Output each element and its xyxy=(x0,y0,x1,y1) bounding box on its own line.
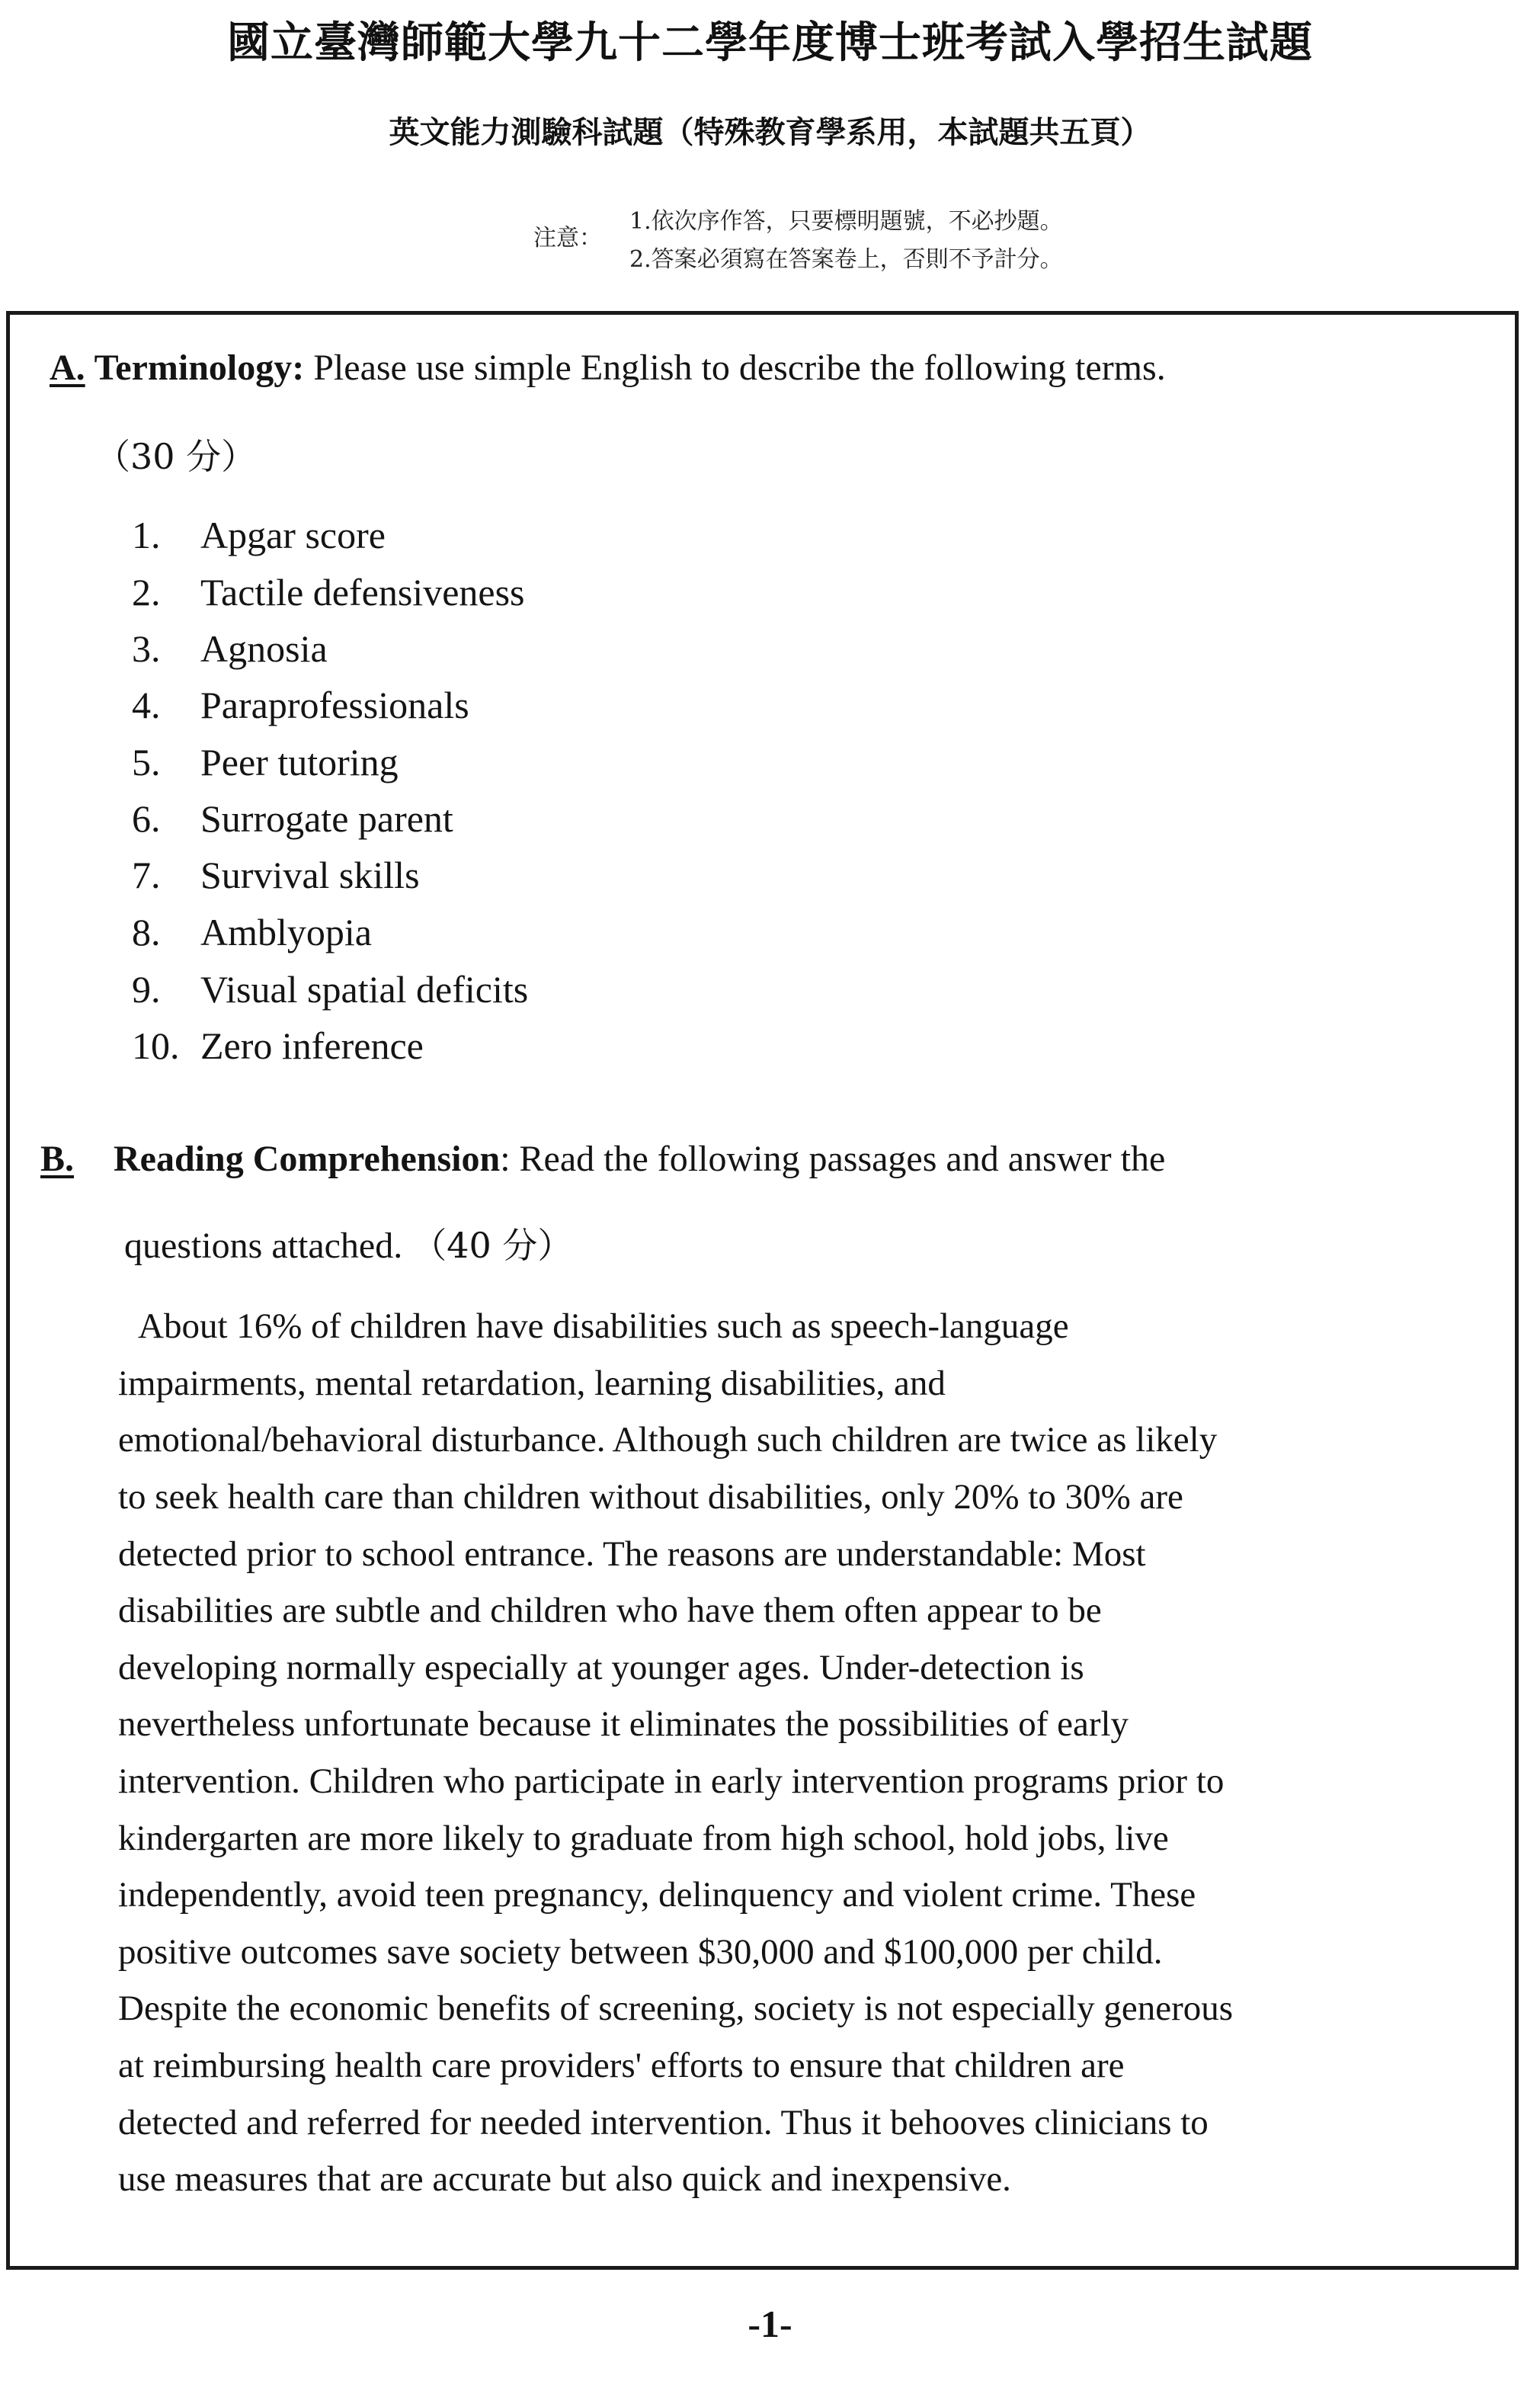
passage-line: About 16% of children have disabilities such as speech-language xyxy=(138,1306,1069,1346)
exam-title: 國立臺灣師範大學九十二學年度博士班考試入學招生試題 xyxy=(227,18,1313,68)
passage-line: intervention. Children who participate in early intervention programs prior to xyxy=(118,1761,1225,1801)
section-b-heading-line xyxy=(40,1138,1165,1180)
section-b-instruction-line-2: questions attached. xyxy=(124,1226,403,1266)
passage-line: Despite the economic benefits of screening, society is not especially generous xyxy=(118,1989,1234,2028)
term-item xyxy=(132,513,386,557)
term-item xyxy=(132,627,328,671)
term-text: Visual spatial deficits xyxy=(200,968,529,1011)
passage-line: kindergarten are more likely to graduate from high school, hold jobs, live xyxy=(118,1819,1169,1858)
term-text: Agnosia xyxy=(200,627,328,670)
section-b-heading: Reading Comprehension xyxy=(114,1139,501,1179)
passage-line: developing normally especially at younger ages. Under-detection is xyxy=(118,1648,1084,1687)
passage-line: independently, avoid teen pregnancy, delinquency and violent crime. These xyxy=(118,1875,1196,1915)
term-item xyxy=(132,683,469,727)
term-text: Apgar score xyxy=(200,514,386,556)
term-text: Paraprofessionals xyxy=(200,684,469,726)
exam-subtitle: 英文能力測驗科試題（特殊教育學系用，本試題共五頁） xyxy=(389,114,1151,150)
term-number: 3. xyxy=(132,627,161,670)
term-number: 7. xyxy=(132,854,161,896)
passage-line: nevertheless unfortunate because it eliminates the possibilities of early xyxy=(118,1704,1129,1744)
term-text: Tactile defensiveness xyxy=(200,571,525,614)
term-item xyxy=(132,740,399,784)
passage-line: use measures that are accurate but also quick and inexpensive. xyxy=(118,2159,1011,2199)
section-b-instruction-line-1: : Read the following passages and answer the xyxy=(500,1139,1166,1179)
passage-line: to seek health care than children without disabilities, only 20% to 30% are xyxy=(118,1477,1183,1517)
term-text: Amblyopia xyxy=(200,911,372,953)
term-item xyxy=(132,1024,424,1068)
section-a-heading-line xyxy=(50,347,1166,389)
passage-line: detected prior to school entrance. The reasons are understandable: Most xyxy=(118,1534,1146,1574)
term-item xyxy=(132,967,528,1011)
term-item xyxy=(132,910,372,954)
section-b-instruction-line-2-row xyxy=(124,1218,572,1268)
passage-line: emotional/behavioral disturbance. Although such children are twice as likely xyxy=(118,1420,1218,1460)
exam-content-box xyxy=(6,311,1519,2270)
passage-line: positive outcomes save society between $30,000 and $100,000 per child. xyxy=(118,1932,1163,1972)
page-number: -1- xyxy=(748,2303,792,2345)
section-b-points: （40 分） xyxy=(411,1225,573,1266)
term-number: 2. xyxy=(132,571,161,614)
passage-line: at reimbursing health care providers' efforts to ensure that children are xyxy=(118,2046,1125,2085)
term-text: Zero inference xyxy=(200,1024,424,1067)
term-item xyxy=(132,570,525,614)
term-text: Surrogate parent xyxy=(200,797,453,840)
term-text: Survival skills xyxy=(200,854,420,896)
term-number: 10. xyxy=(132,1024,180,1067)
term-item xyxy=(132,796,453,841)
term-number: 9. xyxy=(132,968,161,1011)
notice-block xyxy=(533,202,1295,278)
section-a-letter: A. xyxy=(50,348,85,388)
term-text: Peer tutoring xyxy=(200,741,399,784)
passage-line: impairments, mental retardation, learning disabilities, and xyxy=(118,1364,946,1403)
passage-line: disabilities are subtle and children who have them often appear to be xyxy=(118,1591,1102,1630)
term-number: 6. xyxy=(132,797,161,840)
term-number: 5. xyxy=(132,741,161,784)
section-a-points: （30 分） xyxy=(95,436,257,477)
term-number: 8. xyxy=(132,911,161,953)
notice-line-1: 1.依次序作答，只要標明題號，不必抄題。 xyxy=(629,208,1063,235)
passage-line: detected and referred for needed intervention. Thus it behooves clinicians to xyxy=(118,2103,1209,2142)
notice-label: 注意： xyxy=(533,225,602,252)
section-b-letter: B. xyxy=(40,1139,75,1179)
section-a-instruction: Please use simple English to describe the following terms. xyxy=(313,348,1166,388)
notice-line-2: 2.答案必須寫在答案卷上，否則不予計分。 xyxy=(629,246,1063,273)
section-a-heading: Terminology: xyxy=(94,348,305,388)
term-item xyxy=(132,853,420,897)
term-number: 1. xyxy=(132,514,161,556)
term-number: 4. xyxy=(132,684,161,726)
